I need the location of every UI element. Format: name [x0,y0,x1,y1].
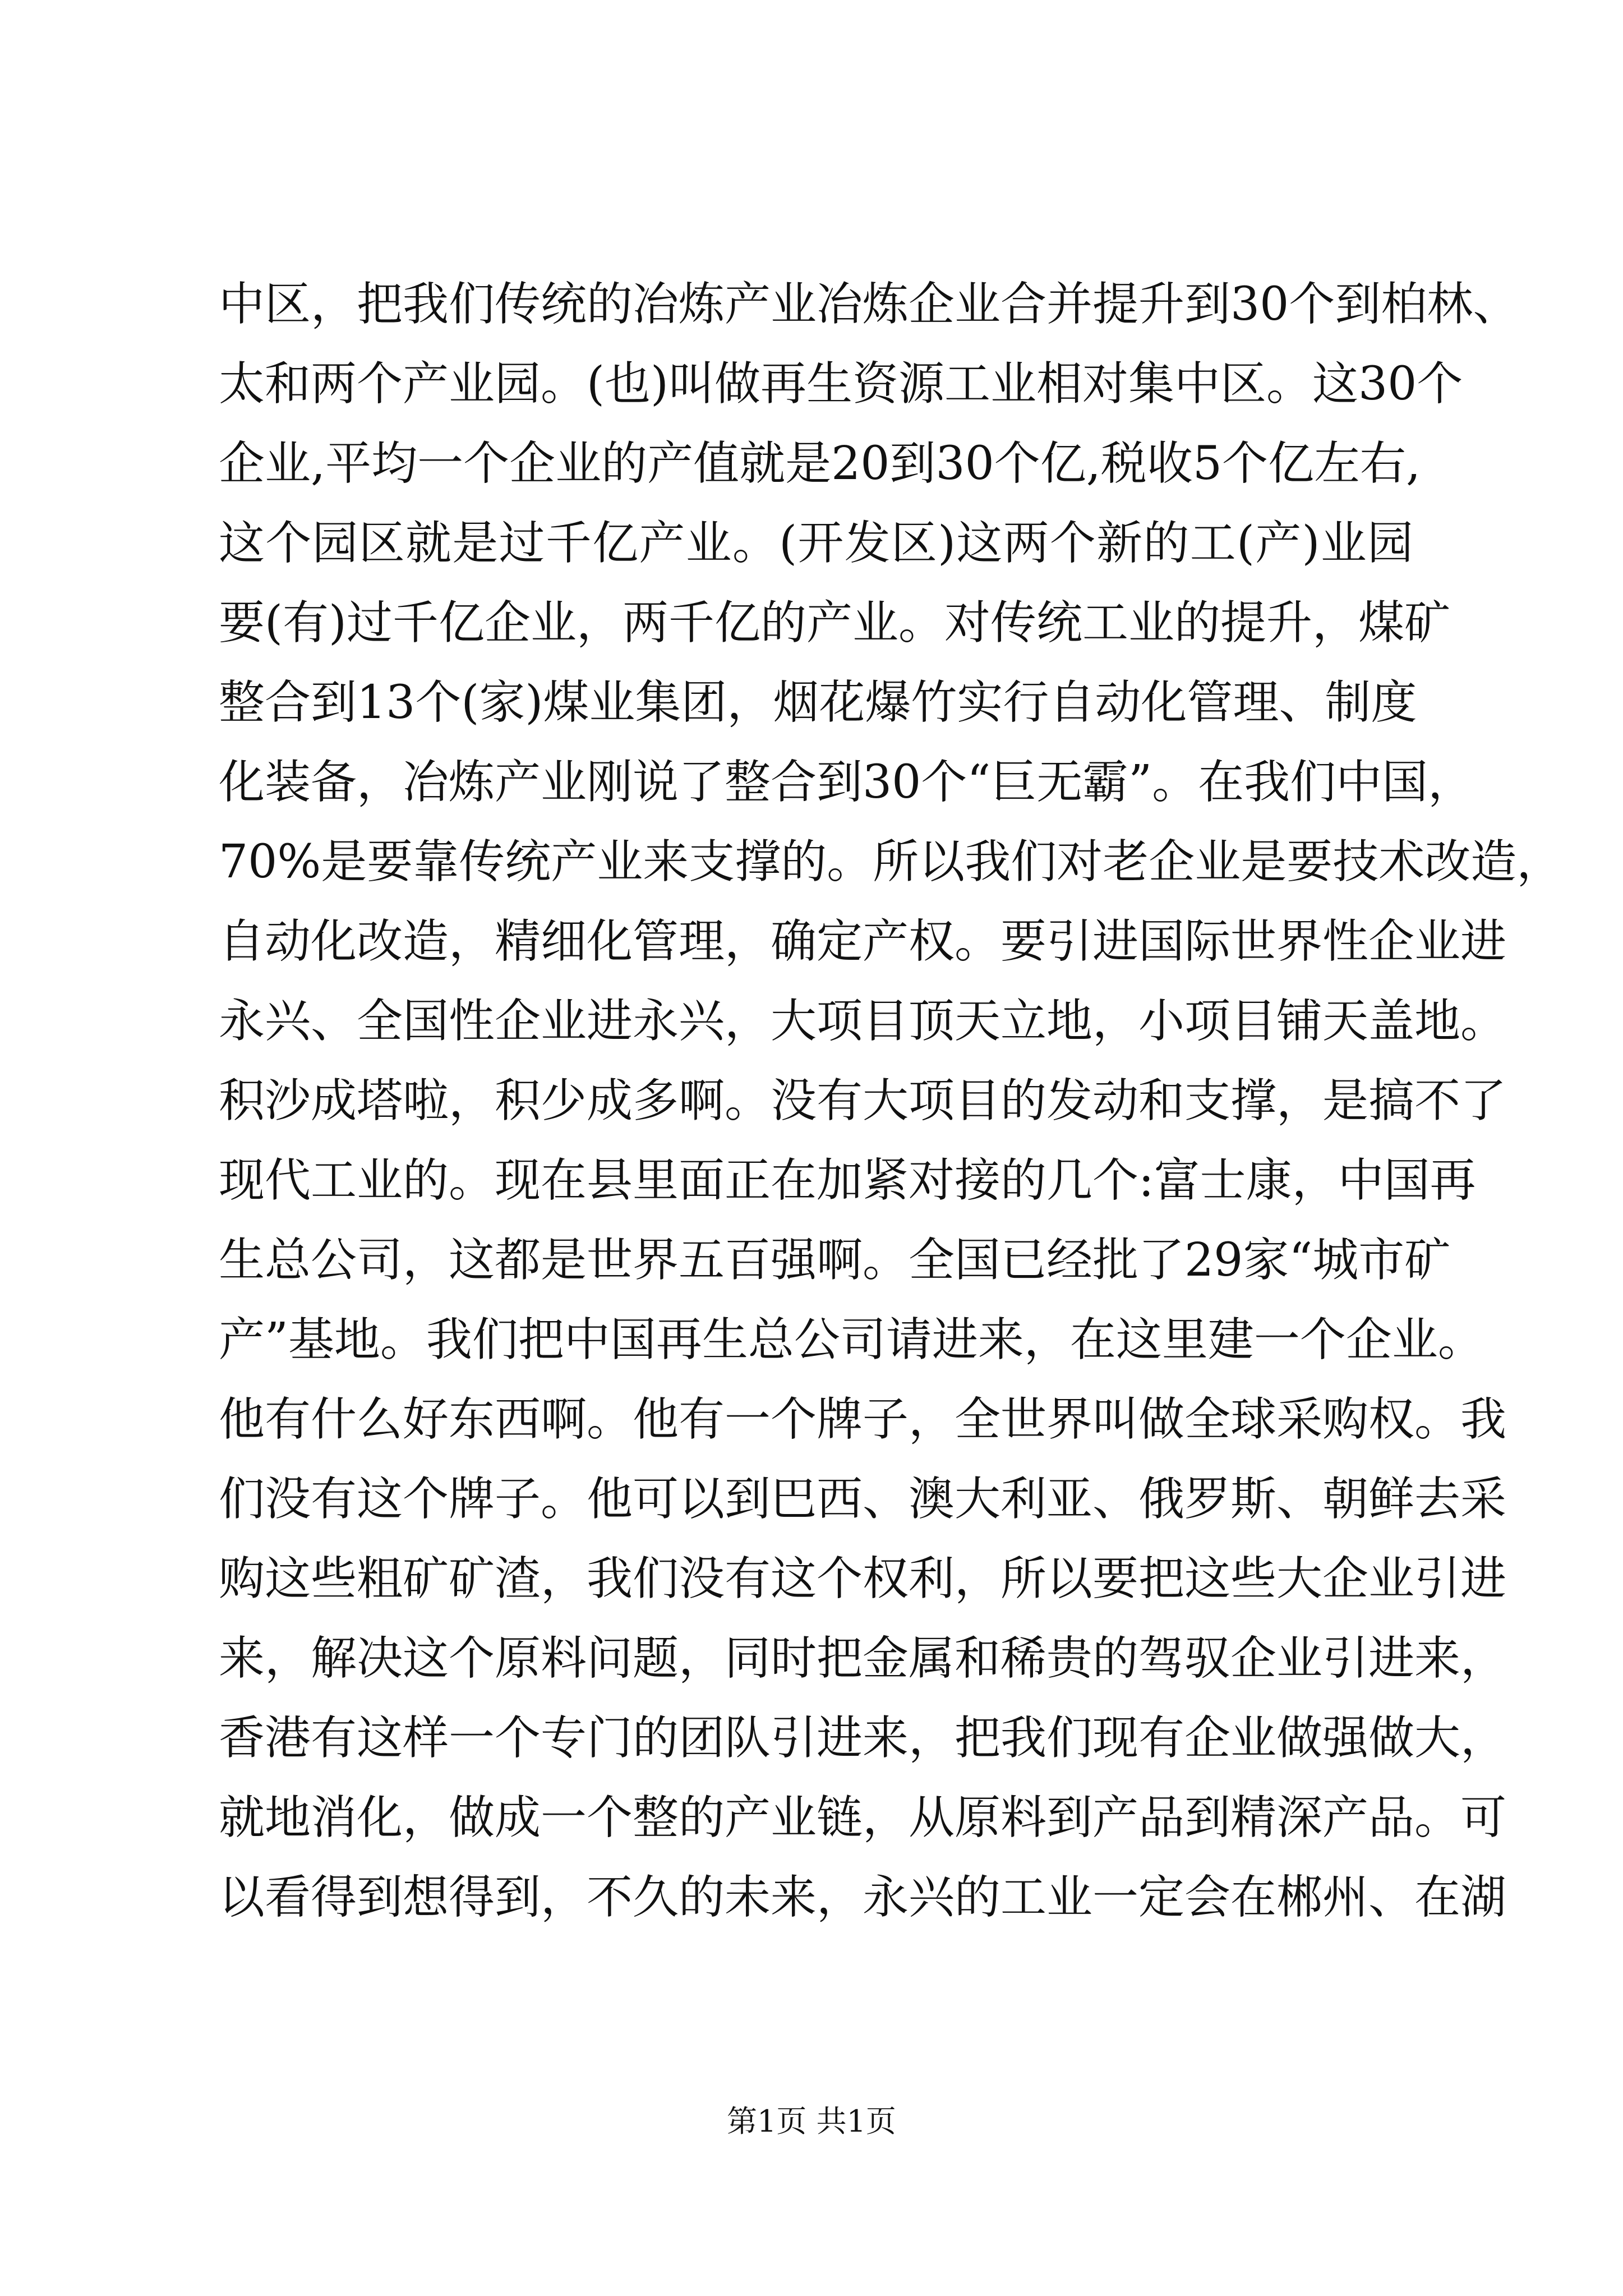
text-line: 们没有这个牌子。他可以到巴西、澳大利亚、俄罗斯、朝鲜去采 [219,1473,1507,1526]
text-line: 就地消化，做成一个整的产业链，从原料到产品到精深产品。可 [219,1791,1507,1844]
text-line: 来，解决这个原料问题，同时把金属和稀贵的驾驭企业引进来， [219,1632,1507,1685]
text-line: 香港有这样一个专门的团队引进来，把我们现有企业做强做大， [219,1711,1507,1765]
text-line: 太和两个产业园。(也)叫做再生资源工业相对集中区。这30个 [219,357,1463,411]
text-line: 购这些粗矿矿渣，我们没有这个权利，所以要把这些大企业引进 [219,1552,1507,1605]
text-line: 永兴、全国性企业进永兴，大项目顶天立地，小项目铺天盖地。 [219,995,1507,1048]
text-line: 现代工业的。现在县里面正在加紧对接的几个:富士康，中国再 [219,1154,1476,1207]
text-line: 化装备，冶炼产业刚说了整合到30个“巨无霸”。在我们中国， [219,756,1474,809]
text-line: 这个园区就是过千亿产业。(开发区)这两个新的工(产)业园 [219,517,1413,570]
text-line: 他有什么好东西啊。他有一个牌子，全世界叫做全球采购权。我 [219,1393,1507,1446]
text-line: 自动化改造，精细化管理，确定产权。要引进国际世界性企业进 [219,915,1507,968]
text-line: 积沙成塔啦，积少成多啊。没有大项目的发动和支撑，是搞不了 [219,1074,1507,1128]
page-number-footer: 第1页 共1页 [727,2104,896,2139]
text-line: 要(有)过千亿企业，两千亿的产业。对传统工业的提升，煤矿 [219,596,1450,650]
text-line: 生总公司，这都是世界五百强啊。全国已经批了29家“城市矿 [219,1234,1451,1287]
text-line: 中区，把我们传统的冶炼产业冶炼企业合并提升到30个到柏林、 [219,278,1519,331]
text-line: 产”基地。我们把中国再生总公司请进来，在这里建一个企业。 [219,1313,1484,1366]
body-text [219,265,1563,1938]
text-line: 整合到13个(家)煤业集团，烟花爆竹实行自动化管理、制度 [219,676,1417,729]
text-line: 企业,平均一个企业的产值就是20到30个亿,税收5个亿左右, [219,437,1421,490]
text-line: 以看得到想得到，不久的未来，永兴的工业一定会在郴州、在湖 [219,1871,1507,1924]
text-line: 70%是要靠传统产业来支撑的。所以我们对老企业是要技术改造， [219,835,1563,889]
